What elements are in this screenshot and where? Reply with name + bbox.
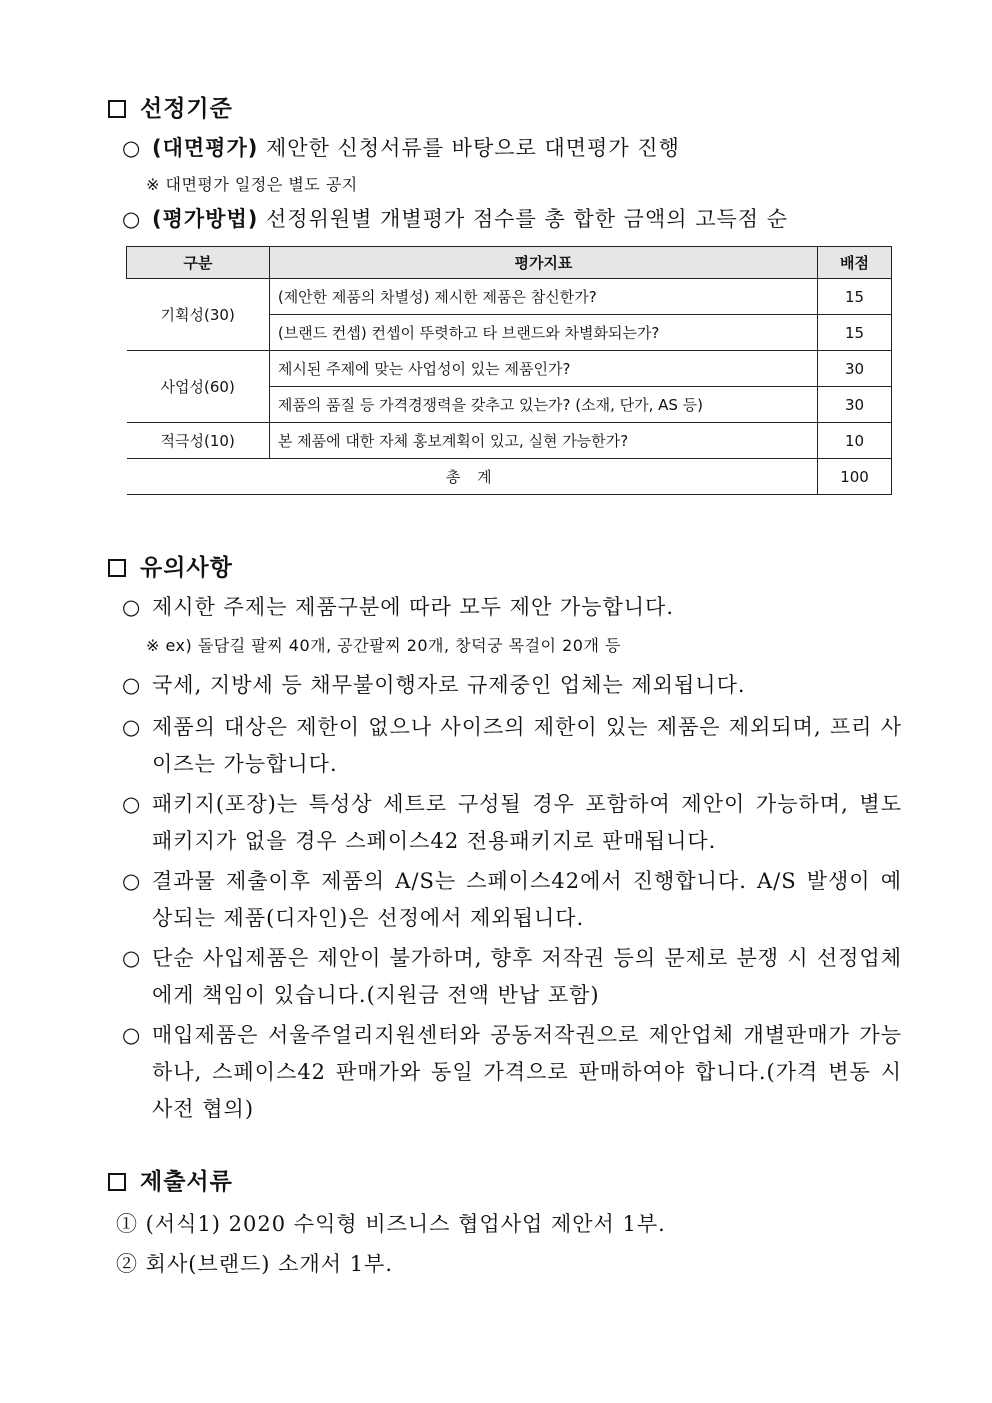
circle-bullet-icon: ○	[122, 595, 142, 619]
section-heading-notes	[108, 549, 233, 582]
note-item	[122, 1017, 902, 1128]
checkbox-square-icon	[108, 559, 126, 577]
circle-bullet-icon: ○	[122, 207, 142, 231]
circle-bullet-icon: ○	[122, 136, 142, 160]
indicator-cell: 제시된 주제에 맞는 사업성이 있는 제품인가?	[269, 351, 817, 387]
bullet-bold-label: (대면평가)	[152, 136, 259, 160]
indicator-cell: (브랜드 컨셉) 컨셉이 뚜렷하고 타 브랜드와 차별화되는가?	[269, 315, 817, 351]
note-text: 매입제품은 서울주얼리지원센터와 공동저작권으로 제안업체 개별판매가 가능하나, 스페이스42 판매가와 동일 가격으로 판매하여야 합니다.(가격 변동 시 사전 협의)	[152, 1023, 902, 1121]
category-cell: 적극성(10)	[127, 423, 270, 459]
score-cell: 15	[818, 315, 892, 351]
section-title: 선정기준	[140, 96, 233, 122]
circle-bullet-icon: ○	[122, 869, 142, 893]
score-cell: 15	[818, 279, 892, 315]
indicator-cell: 제품의 품질 등 가격경쟁력을 갖추고 있는가? (소재, 단가, AS 등)	[269, 387, 817, 423]
circle-bullet-icon: ○	[122, 673, 142, 697]
note-item	[122, 940, 902, 1014]
note-text: 제품의 대상은 제한이 없으나 사이즈의 제한이 있는 제품은 제외되며, 프리 사이즈는 가능합니다.	[152, 715, 902, 776]
category-cell: 사업성(60)	[127, 351, 270, 423]
circle-bullet-icon: ○	[122, 1023, 142, 1047]
score-cell: 30	[818, 351, 892, 387]
note-item	[122, 709, 902, 783]
note-item	[122, 863, 902, 937]
bullet-bold-label: (평가방법)	[152, 207, 259, 231]
header-score: 배점	[818, 247, 892, 279]
bullet-evaluation-method	[122, 201, 902, 238]
section-title: 제출서류	[140, 1169, 233, 1195]
indicator-cell: 본 제품에 대한 자체 홍보계획이 있고, 실현 가능한가?	[269, 423, 817, 459]
section-heading-documents	[108, 1163, 233, 1196]
note-text: 국세, 지방세 등 채무불이행자로 규제중인 업체는 제외됩니다.	[152, 673, 746, 697]
table-row	[127, 351, 892, 387]
note-text: 결과물 제출이후 제품의 A/S는 스페이스42에서 진행합니다. A/S 발생이 예상되는 제품(디자인)은 선정에서 제외됩니다.	[152, 869, 902, 930]
score-cell: 10	[818, 423, 892, 459]
section-title: 유의사항	[140, 555, 233, 581]
note-example: ※ ex) 돌담길 팔찌 40개, 공간팔찌 20개, 창덕궁 목걸이 20개 등	[146, 636, 621, 655]
circle-bullet-icon: ○	[122, 792, 142, 816]
circle-bullet-icon: ○	[122, 715, 142, 739]
table-row	[127, 279, 892, 315]
header-category: 구분	[127, 247, 270, 279]
table-total-row	[127, 459, 892, 495]
bullet-body: 제안한 신청서류를 바탕으로 대면평가 진행	[258, 136, 680, 160]
document-item: ① (서식1) 2020 수익형 비즈니스 협업사업 제안서 1부.	[116, 1212, 666, 1236]
checkbox-square-icon	[108, 1173, 126, 1191]
bullet-body: 선정위원별 개별평가 점수를 총 합한 금액의 고득점 순	[258, 207, 789, 231]
header-indicator: 평가지표	[269, 247, 817, 279]
circle-bullet-icon: ○	[122, 946, 142, 970]
score-cell: 30	[818, 387, 892, 423]
note-item	[122, 667, 902, 704]
total-label-cell: 총 계	[127, 459, 818, 495]
note-text: 제시한 주제는 제품구분에 따라 모두 제안 가능합니다.	[152, 595, 675, 619]
total-score-cell: 100	[818, 459, 892, 495]
bullet-text	[152, 201, 902, 238]
note-text: 패키지(포장)는 특성상 세트로 구성될 경우 포함하여 제안이 가능하며, 별도 패키지가 없을 경우 스페이스42 전용패키지로 판매됩니다.	[152, 792, 902, 853]
checkbox-square-icon	[108, 100, 126, 118]
evaluation-table	[126, 246, 892, 495]
note-item	[122, 786, 902, 860]
document-item: ② 회사(브랜드) 소개서 1부.	[116, 1252, 394, 1276]
section-heading-selection	[108, 90, 233, 123]
note-text: 단순 사입제품은 제안이 불가하며, 향후 저작권 등의 문제로 분쟁 시 선정업체에게 책임이 있습니다.(지원금 전액 반납 포함)	[152, 946, 902, 1007]
note-schedule: ※ 대면평가 일정은 별도 공지	[146, 175, 358, 194]
note-item	[122, 589, 902, 626]
table-row	[127, 423, 892, 459]
bullet-text	[152, 130, 902, 167]
bullet-face-evaluation	[122, 130, 902, 167]
table-header-row	[127, 247, 892, 279]
category-cell: 기획성(30)	[127, 279, 270, 351]
indicator-cell: (제안한 제품의 차별성) 제시한 제품은 참신한가?	[269, 279, 817, 315]
